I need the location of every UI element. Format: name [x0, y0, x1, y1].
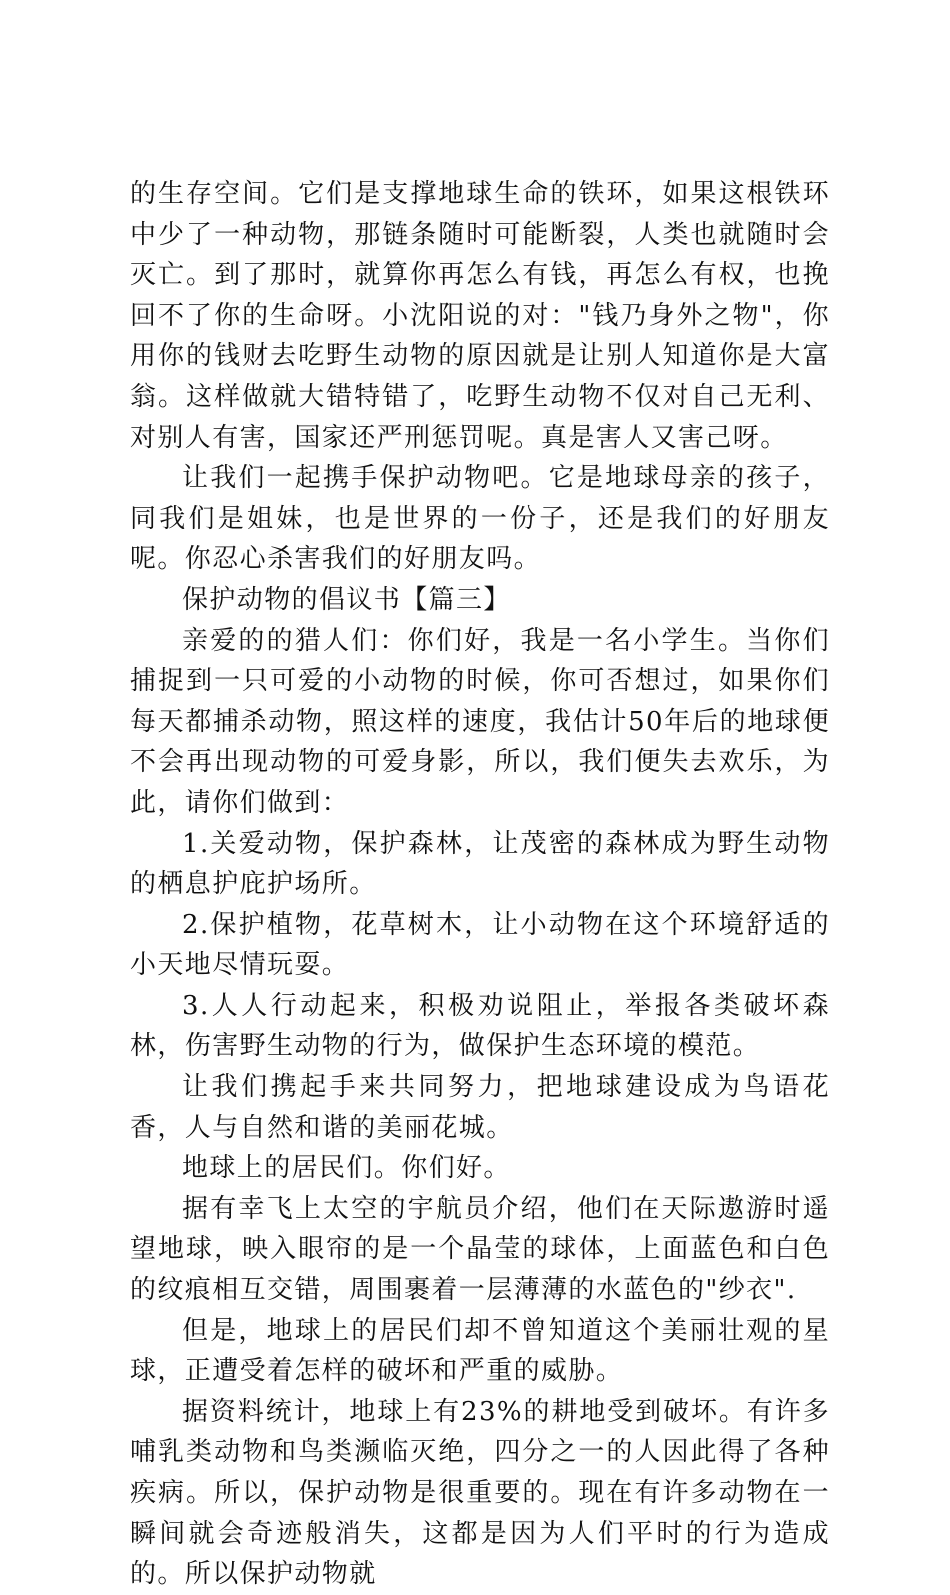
paragraph-7: 据资料统计，地球上有23%的耕地受到破坏。有许多哺乳类动物和鸟类濒临灭绝，四分之一的人因此得了各种疾病。所以，保护动物是很重要的。现在有许多动物在一瞬间就会奇迹般消失，这都是因为人们平时的行为造成的。所以保护动物就	[130, 1396, 830, 1590]
paragraph-1: 的生存空间。它们是支撑地球生命的铁环，如果这根铁环中少了一种动物，那链条随时可能断裂，人类也就随时会灭亡。到了那时，就算你再怎么有钱，再怎么有权，也挽回不了你的生命呀。小沈阳说的对："钱乃身外之物"，你用你的钱财去吃野生动物的原因就是让别人知道你是大富翁。这样做就大错特错了，吃野生动物不仅对自己无利、对别人有害，国家还严刑惩罚呢。真是害人又害己呀。	[130, 179, 830, 453]
document-body	[130, 174, 830, 1595]
paragraph-5: 据有幸飞上太空的宇航员介绍，他们在天际遨游时遥望地球，映入眼帘的是一个晶莹的球体，上面蓝色和白色的纹痕相互交错，周围裹着一层薄薄的水蓝色的"纱衣".	[130, 1193, 830, 1306]
paragraph-6: 但是，地球上的居民们却不曾知道这个美丽壮观的星球，正遭受着怎样的破坏和严重的威胁。	[130, 1315, 830, 1387]
list-item-3: 3.人人行动起来，积极劝说阻止，举报各类破坏森林，伤害野生动物的行为，做保护生态环境的模范。	[130, 990, 830, 1062]
greeting-line: 地球上的居民们。你们好。	[182, 1153, 511, 1184]
section-heading: 保护动物的倡议书【篇三】	[182, 584, 511, 615]
list-item-1: 1.关爱动物，保护森林，让茂密的森林成为野生动物的栖息护庇护场所。	[130, 828, 830, 900]
list-item-2: 2.保护植物，花草树木，让小动物在这个环境舒适的小天地尽情玩耍。	[130, 909, 830, 981]
paragraph-2: 让我们一起携手保护动物吧。它是地球母亲的孩子，同我们是姐妹，也是世界的一份子，还是我们的好朋友呢。你忍心杀害我们的好朋友吗。	[130, 463, 830, 575]
paragraph-4: 让我们携起手来共同努力，把地球建设成为鸟语花香，人与自然和谐的美丽花城。	[130, 1072, 830, 1143]
paragraph-3: 亲爱的的猎人们：你们好，我是一名小学生。当你们捕捉到一只可爱的小动物的时候，你可否想过，如果你们每天都捕杀动物，照这样的速度，我估计50年后的地球便不会再出现动物的可爱身影，所以，我们便失去欢乐，为此，请你们做到：	[130, 625, 830, 818]
